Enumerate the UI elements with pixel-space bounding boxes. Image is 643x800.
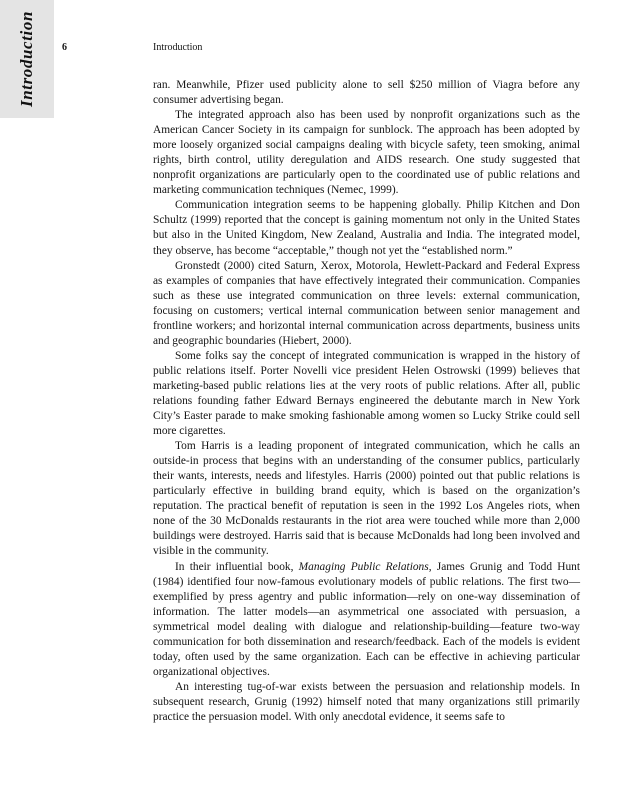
paragraph: Tom Harris is a leading proponent of integrated communication, which he calls an outside-in process that begins with an understanding of the consumer publics, particularly their wants, interests, needs and lifestyles. Harris (2000) pointed out that public relations is particularly effective in building brand equity, which is based on the organization’s reputation. The practical benefit of reputation is seen in the 1992 Los Angeles riots, when none of the 30 McDonalds restaurants in the riot area were touched while more than 2,000 buildings were destroyed. Harris said that is because McDonalds had long been involved and visible in the community. [153, 440, 580, 558]
paragraph: The integrated approach also has been used by nonprofit organizations such as the American Cancer Society in its campaign for sunblock. The approach has been adopted by more loosely organized social campaigns dealing with bicycle safety, teen smoking, animal rights, birth control, utility deregulation and AIDS research. One study suggested that nonprofit organizations are particularly open to the coordinated use of public relations and marketing communication techniques (Nemec, 1999). [153, 109, 580, 197]
body-text [153, 78, 580, 725]
paragraph-grunig [153, 560, 580, 680]
paragraph-grunig-lead: In their influential book, [175, 560, 299, 573]
running-head: Introduction [153, 42, 203, 53]
paragraph: Gronstedt (2000) cited Saturn, Xerox, Motorola, Hewlett-Packard and Federal Express as examples of companies that have effectively integrated their communication. Companies such as these use integrated communication on three levels: external communication, focusing on customers; vertical internal communication between senior management and frontline workers; and horizontal internal communication across departments, business units and geographic boundaries (Hiebert, 2000). [153, 259, 580, 347]
book-title: Managing Public Relations [298, 560, 429, 573]
section-side-tab-label: Introduction [17, 10, 36, 108]
paragraph: Communication integration seems to be happening globally. Philip Kitchen and Don Schultz (1999) reported that the concept is gaining momentum not only in the United States but also in the United Kingdom, New Zealand, Australia and India. The integrated model, they observe, has become “acceptable,” though not yet the “established norm.” [153, 199, 580, 257]
paragraph: An interesting tug-of-war exists between the persuasion and relationship models. In subsequent research, Grunig (1992) himself noted that many organizations still primarily practice the persuasion model. With only anecdotal evidence, it seems safe to [153, 680, 580, 723]
page-number: 6 [62, 42, 67, 53]
section-side-tab [0, 0, 54, 118]
paragraph: Some folks say the concept of integrated communication is wrapped in the history of public relations itself. Porter Novelli vice president Helen Ostrowski (1999) believes that marketing-based public relations lies at the very roots of public relations. After all, public relations founding father Edward Bernays engineered the debutante march in New York City’s Easter parade to make smoking fashionable among women so Lucky Strike could sell more cigarettes. [153, 349, 580, 438]
paragraph: ran. Meanwhile, Pfizer used publicity alone to sell $250 million of Viagra before any consumer advertising began. [153, 79, 580, 107]
paragraph-grunig-rest: , James Grunig and Todd Hunt (1984) identified four now-famous evolutionary models of public relations. The first two—exemplified by press agentry and public information—rely on one-way dissemination of information. The latter models—an asymmetrical one associated with persuasion, a symmetrical model dealing with dialogue and relationship-building—feature two-way communication for both dissemination and research/feedback. Each of the models is evident today, often used by the same organization. Each can be effective in achieving particular organizational objectives. [153, 560, 581, 678]
